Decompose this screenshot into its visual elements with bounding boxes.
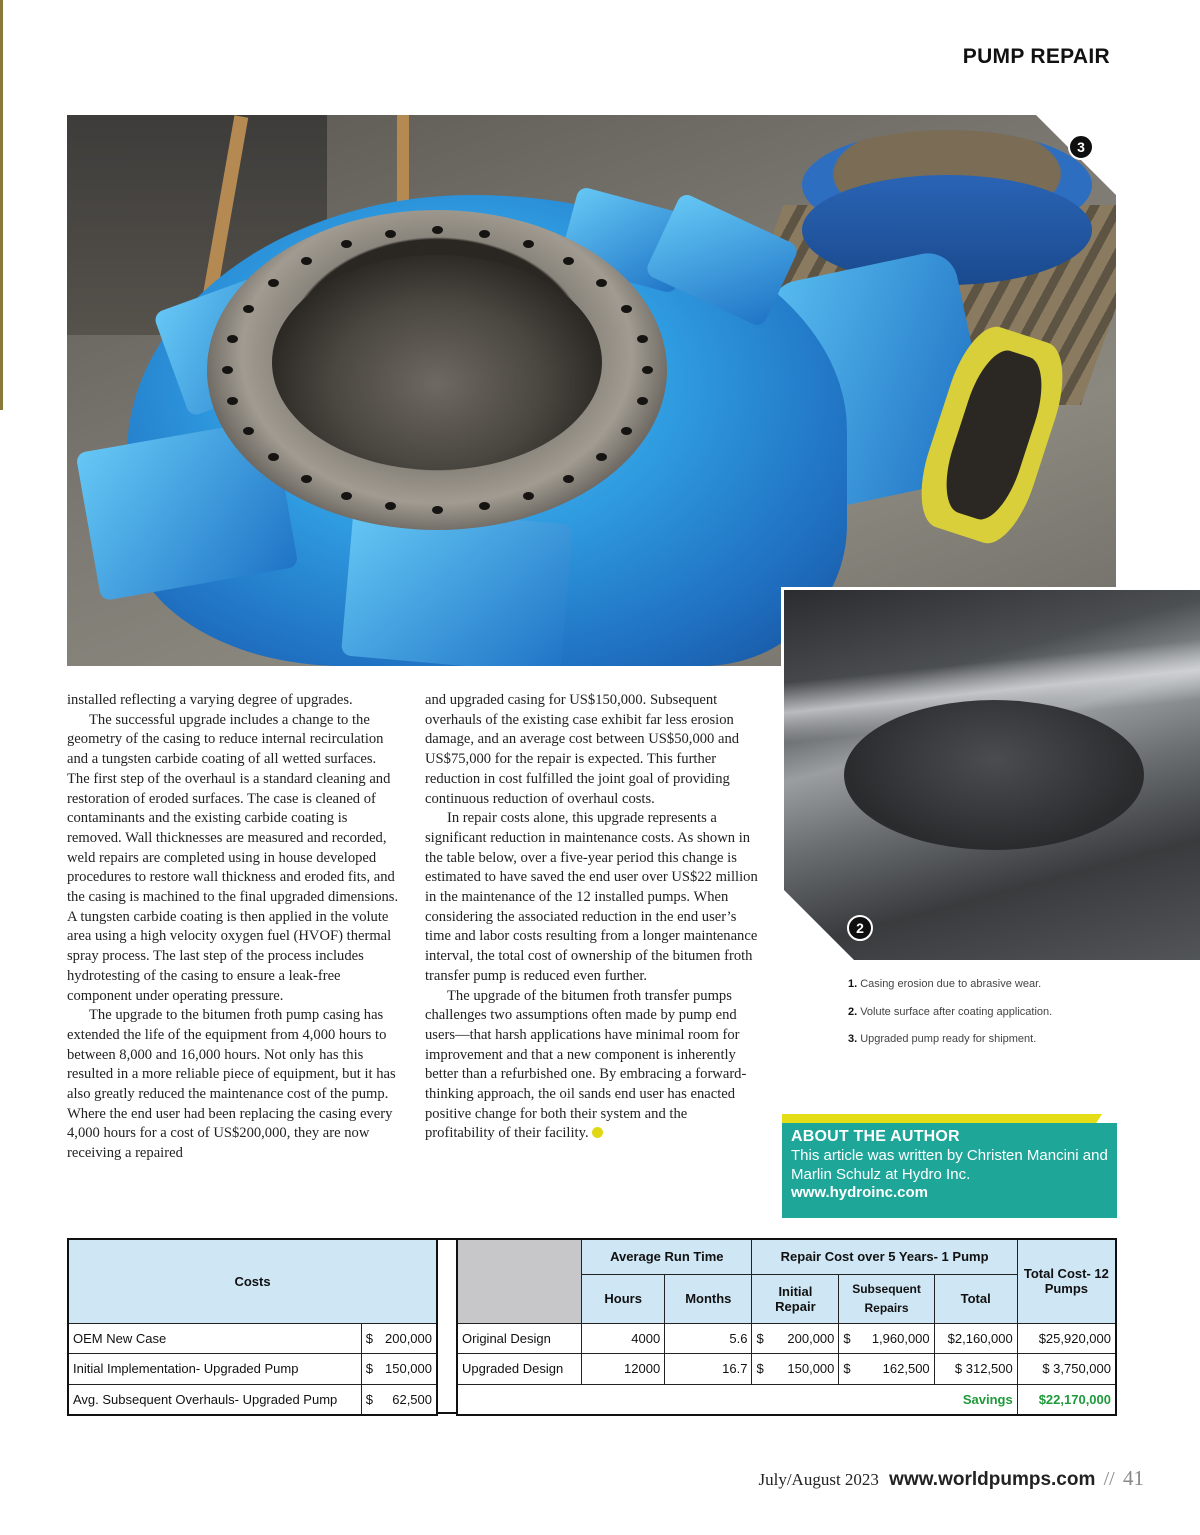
issue-date: July/August 2023 bbox=[758, 1470, 879, 1489]
author-link[interactable]: www.hydroinc.com bbox=[791, 1184, 928, 1201]
table-row bbox=[68, 1323, 437, 1354]
photo-corner-cut bbox=[784, 890, 854, 960]
costs-header: Costs bbox=[68, 1239, 437, 1323]
bolt-hole bbox=[523, 240, 534, 248]
bolt-hole bbox=[621, 427, 632, 435]
months-value: 5.6 bbox=[665, 1323, 752, 1354]
caption-1: 1. Casing erosion due to abrasive wear. bbox=[848, 978, 1042, 990]
edge-strip bbox=[0, 0, 3, 410]
paragraph: installed reflecting a varying degree of upgrades. bbox=[67, 692, 353, 708]
initial-repair-value: 150,000 bbox=[768, 1354, 839, 1385]
photo-badge-3: 3 bbox=[1068, 134, 1094, 160]
months-value: 16.7 bbox=[665, 1354, 752, 1385]
bolt-hole bbox=[563, 257, 574, 265]
table-row bbox=[457, 1323, 1116, 1354]
bolt-hole bbox=[637, 397, 648, 405]
footer-separator: // bbox=[1103, 1468, 1115, 1490]
photo-upgraded-pump bbox=[67, 115, 1116, 666]
paragraph: and upgraded casing for US$150,000. Subsequent overhauls of the existing case exhibit far less erosion damage, and an average cost between US$50,000 and US$75,000 for the repair is expected. This further reduction in cost fulfilled the joint goal of providing continuous reduction of overhaul costs. bbox=[425, 692, 740, 807]
table-row bbox=[457, 1354, 1116, 1385]
header-total: Total bbox=[934, 1274, 1017, 1323]
initial-repair-value: 200,000 bbox=[768, 1323, 839, 1354]
page-number: 41 bbox=[1123, 1466, 1144, 1490]
total-12-value: $25,920,000 bbox=[1017, 1323, 1116, 1354]
blank-header bbox=[457, 1239, 582, 1323]
subsequent-repairs-value: 162,500 bbox=[855, 1354, 934, 1385]
currency: $ bbox=[361, 1384, 377, 1415]
paragraph: The successful upgrade includes a change to the geometry of the casing to reduce internal recirculation and a tungsten carbide coating of all wetted surfaces. The first step of the overhaul is a standard cleaning and restoration of eroded surfaces. The case is cleaned of contaminants and the existing carbide coating is removed. Wall thicknesses are measured and recorded, weld repairs are completed using in house developed procedures to restore wall thickness and eroded fits, and the casing is machined to the final upgraded dimensions. A tungsten carbide coating is then applied in the volute area using a high velocity oxygen fuel (HVOF) thermal spray process. The last step of the process includes hydrotesting of the casing to ensure a leak-free component under operating pressure. bbox=[67, 711, 399, 1004]
hours-value: 4000 bbox=[582, 1323, 665, 1354]
photo-captions bbox=[848, 978, 1148, 1061]
body-column-2 bbox=[425, 691, 760, 1144]
header-hours: Hours bbox=[582, 1274, 665, 1323]
footer-website[interactable]: www.worldpumps.com bbox=[889, 1469, 1096, 1490]
bolt-hole bbox=[637, 335, 648, 343]
cost-label: Initial Implementation- Upgraded Pump bbox=[68, 1354, 361, 1385]
bolt-hole bbox=[227, 335, 238, 343]
savings-row bbox=[457, 1384, 1116, 1415]
design-label: Original Design bbox=[457, 1323, 582, 1354]
cost-amount: 62,500 bbox=[377, 1384, 437, 1415]
caption-2: 2. Volute surface after coating application. bbox=[848, 1005, 1053, 1018]
body-column-1 bbox=[67, 691, 402, 1164]
currency: $ bbox=[752, 1354, 768, 1385]
hours-value: 12000 bbox=[582, 1354, 665, 1385]
bolt-hole bbox=[243, 427, 254, 435]
bolt-hole bbox=[268, 279, 279, 287]
header-total-cost: Total Cost- 12 Pumps bbox=[1017, 1239, 1116, 1323]
currency: $ bbox=[839, 1323, 855, 1354]
caption-3: 3. Upgraded pump ready for shipment. bbox=[848, 1033, 1037, 1045]
author-text: This article was written by Christen Mancini and Marlin Schulz at Hydro Inc. bbox=[791, 1147, 1108, 1183]
header-repair-cost: Repair Cost over 5 Years- 1 Pump bbox=[752, 1239, 1017, 1274]
article-end-icon bbox=[592, 1127, 603, 1138]
casing-bore bbox=[272, 255, 602, 470]
currency: $ bbox=[752, 1323, 768, 1354]
bolt-hole bbox=[479, 230, 490, 238]
savings-label: Savings bbox=[457, 1384, 1017, 1415]
total-value: $2,160,000 bbox=[934, 1323, 1017, 1354]
comparison-table bbox=[456, 1238, 1117, 1416]
total-value: $ 312,500 bbox=[934, 1354, 1017, 1385]
table-separator bbox=[438, 1238, 456, 1414]
cost-label: OEM New Case bbox=[68, 1323, 361, 1354]
bolt-hole bbox=[642, 366, 653, 374]
bolt-hole bbox=[432, 226, 443, 234]
page-footer bbox=[758, 1466, 1144, 1491]
table-row bbox=[68, 1354, 437, 1385]
design-label: Upgraded Design bbox=[457, 1354, 582, 1385]
costs-table bbox=[67, 1238, 438, 1416]
bolt-hole bbox=[341, 492, 352, 500]
header-subsequent-repairs: Subsequent Repairs bbox=[839, 1274, 934, 1323]
paragraph: In repair costs alone, this upgrade represents a significant reduction in maintenance costs. As shown in the table below, over a five-year period this change is estimated to have saved the end user over US$22 million in the maintenance of the 12 installed pumps. When considering the associated reduction in the end user’s time and labor costs resulting from a longer maintenance interval, the total cost of ownership of the bitumen froth transfer pump is reduced even further. bbox=[425, 810, 758, 984]
subsequent-repairs-value: 1,960,000 bbox=[855, 1323, 934, 1354]
cost-label: Avg. Subsequent Overhauls- Upgraded Pump bbox=[68, 1384, 361, 1415]
casing-lug bbox=[341, 506, 573, 666]
currency: $ bbox=[361, 1354, 377, 1385]
cost-amount: 200,000 bbox=[377, 1323, 437, 1354]
currency: $ bbox=[361, 1323, 377, 1354]
bolt-hole bbox=[385, 230, 396, 238]
table-row bbox=[68, 1384, 437, 1415]
section-title: PUMP REPAIR bbox=[962, 45, 1110, 68]
bolt-hole bbox=[341, 240, 352, 248]
header-months: Months bbox=[665, 1274, 752, 1323]
bolt-hole bbox=[301, 257, 312, 265]
author-heading: ABOUT THE AUTHOR bbox=[791, 1128, 960, 1145]
about-author-box bbox=[782, 1123, 1117, 1218]
header-initial-repair: Initial Repair bbox=[752, 1274, 839, 1323]
wood-post bbox=[397, 115, 409, 205]
total-12-value: $ 3,750,000 bbox=[1017, 1354, 1116, 1385]
savings-value: $22,170,000 bbox=[1017, 1384, 1116, 1415]
currency: $ bbox=[839, 1354, 855, 1385]
bolt-hole bbox=[596, 279, 607, 287]
photo-volute-surface bbox=[784, 590, 1200, 960]
photo-badge-2: 2 bbox=[847, 915, 873, 941]
volute-hollow bbox=[844, 700, 1144, 850]
paragraph: The upgrade of the bitumen froth transfer pumps challenges two assumptions often made by pump end users—that harsh applications have minimal room for improvement and that a new component is inherently better than a refurbished one. By embracing a forward-thinking approach, the oil sands end user has enacted positive change for both their system and the profitability of their facility. bbox=[425, 987, 747, 1142]
header-run-time: Average Run Time bbox=[582, 1239, 752, 1274]
cost-amount: 150,000 bbox=[377, 1354, 437, 1385]
bolt-hole bbox=[432, 506, 443, 514]
bolt-hole bbox=[222, 366, 233, 374]
paragraph: The upgrade to the bitumen froth pump casing has extended the life of the equipment from 4,000 hours to between 8,000 and 16,000 hours. Not only has this resulted in a more reliable piece of equipment, but it has also greatly reduced the maintenance cost of the pump. Where the end user had been replacing the casing every 4,000 hours for a cost of US$200,000, they are now receiving a repaired bbox=[67, 1007, 396, 1162]
